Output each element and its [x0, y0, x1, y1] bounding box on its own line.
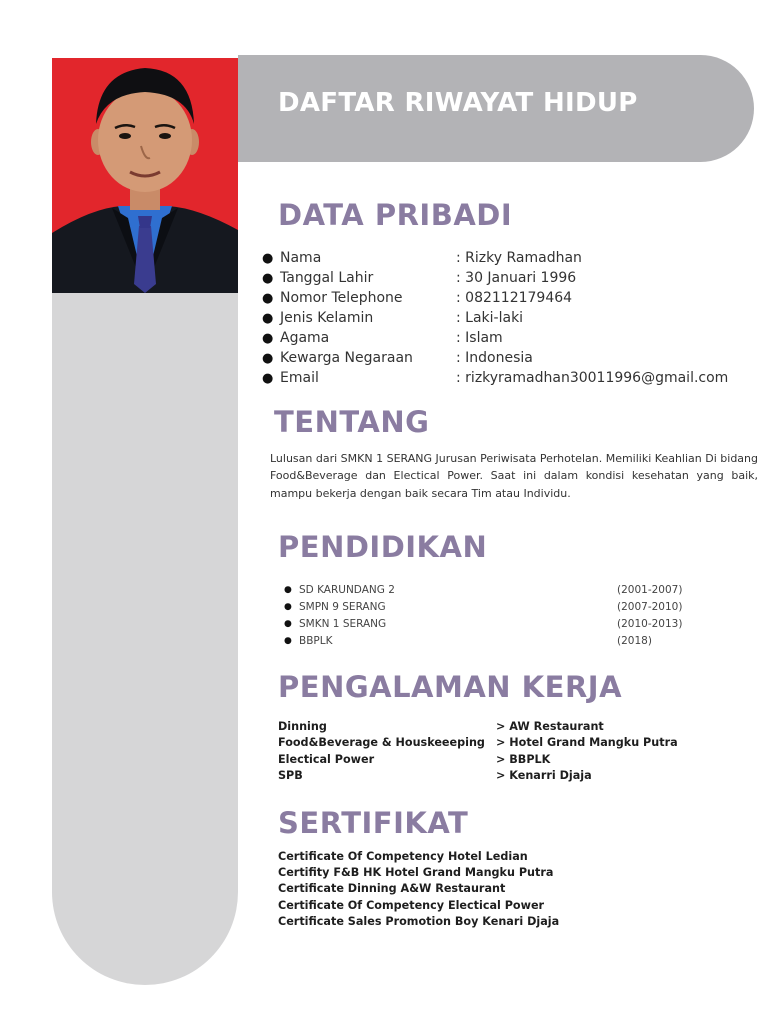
certificate-item: Certificate Sales Promotion Boy Kenari Djaja [278, 914, 560, 928]
personal-data-row [262, 248, 728, 268]
education-years: (2001-2007) [617, 583, 683, 596]
work-experience-row [278, 751, 678, 768]
certificate-item: Certificate Dinning A&W Restaurant [278, 882, 506, 896]
personal-data-value: : Laki-laki [456, 310, 524, 326]
education-years: (2010-2013) [617, 617, 683, 630]
about-text: Lulusan dari SMKN 1 SERANG Jurusan Periwisata Perhotelan. Memiliki Keahlian Di bidang Food&Beverage dan Electical Power. Saat ini dalam kondisi kesehatan yang baik, mampu bekerja dengan baik secara Tim atau Individu. [270, 452, 758, 500]
work-experience-row [278, 768, 678, 785]
bullet-icon: ● [262, 350, 274, 366]
education-school: SMPN 9 SERANG [299, 600, 386, 613]
bullet-icon: ● [284, 635, 292, 646]
personal-data-row [262, 308, 728, 328]
profile-photo-illustration [52, 58, 238, 293]
education-heading: PENDIDIKAN [278, 530, 488, 564]
certificates-heading: SERTIFIKAT [278, 806, 469, 840]
certificates-list [278, 848, 559, 929]
work-experience-place: > Hotel Grand Mangku Putra [496, 736, 678, 750]
education-row [284, 598, 682, 615]
certificate-item: Certifity F&B HK Hotel Grand Mangku Putra [278, 865, 554, 879]
bullet-icon: ● [284, 584, 292, 595]
personal-data-label: Email [280, 370, 319, 386]
education-list [284, 581, 682, 649]
personal-data-value: : rizkyramadhan30011996@gmail.com [456, 370, 729, 386]
work-experience-place: > AW Restaurant [496, 719, 604, 733]
education-years: (2007-2010) [617, 600, 683, 613]
work-experience-place: > Kenarri Djaja [496, 769, 592, 783]
personal-data-value: : 30 Januari 1996 [456, 270, 577, 286]
personal-data-value: : Indonesia [456, 350, 533, 366]
work-experience-list [278, 718, 678, 784]
work-experience-field: Food&Beverage & Houskeeeping [278, 736, 485, 750]
personal-data-label: Jenis Kelamin [280, 310, 374, 326]
bullet-icon: ● [262, 290, 274, 306]
education-school: BBPLK [299, 634, 333, 647]
bullet-icon: ● [262, 370, 274, 386]
bullet-icon: ● [262, 250, 274, 266]
personal-data-label: Agama [280, 330, 330, 346]
personal-data-row [262, 328, 728, 348]
personal-data-label: Kewarga Negaraan [280, 350, 413, 366]
work-experience-field: Electical Power [278, 752, 375, 766]
education-row [284, 615, 682, 632]
personal-data-label: Nama [280, 250, 322, 266]
profile-photo [52, 58, 238, 293]
personal-data-heading: DATA PRIBADI [278, 198, 513, 232]
work-experience-field: SPB [278, 769, 303, 783]
certificate-item: Certificate Of Competency Hotel Ledian [278, 849, 528, 863]
work-experience-field: Dinning [278, 719, 327, 733]
personal-data-value: : Rizky Ramadhan [456, 250, 582, 266]
certificate-item: Certificate Of Competency Electical Power [278, 898, 545, 912]
personal-data-row [262, 368, 728, 388]
education-years: (2018) [617, 634, 652, 647]
personal-data-row [262, 348, 728, 368]
work-experience-place: > BBPLK [496, 752, 551, 766]
personal-data-value: : 082112179464 [456, 290, 573, 306]
bullet-icon: ● [284, 601, 292, 612]
work-experience-row [278, 718, 678, 735]
work-experience-heading: PENGALAMAN KERJA [278, 670, 623, 704]
personal-data-label: Nomor Telephone [280, 290, 403, 306]
bullet-icon: ● [262, 330, 274, 346]
bullet-icon: ● [262, 270, 274, 286]
personal-data-label: Tanggal Lahir [280, 270, 374, 286]
education-row [284, 632, 682, 649]
about-heading: TENTANG [274, 405, 430, 439]
education-row [284, 581, 682, 598]
bullet-icon: ● [262, 310, 274, 326]
work-experience-row [278, 735, 678, 752]
personal-data-list [262, 248, 728, 388]
bullet-icon: ● [284, 618, 292, 629]
education-school: SMKN 1 SERANG [299, 617, 387, 630]
personal-data-value: : Islam [456, 330, 503, 346]
education-school: SD KARUNDANG 2 [299, 583, 395, 596]
personal-data-row [262, 288, 728, 308]
personal-data-row [262, 268, 728, 288]
page-title: DAFTAR RIWAYAT HIDUP [278, 88, 638, 118]
